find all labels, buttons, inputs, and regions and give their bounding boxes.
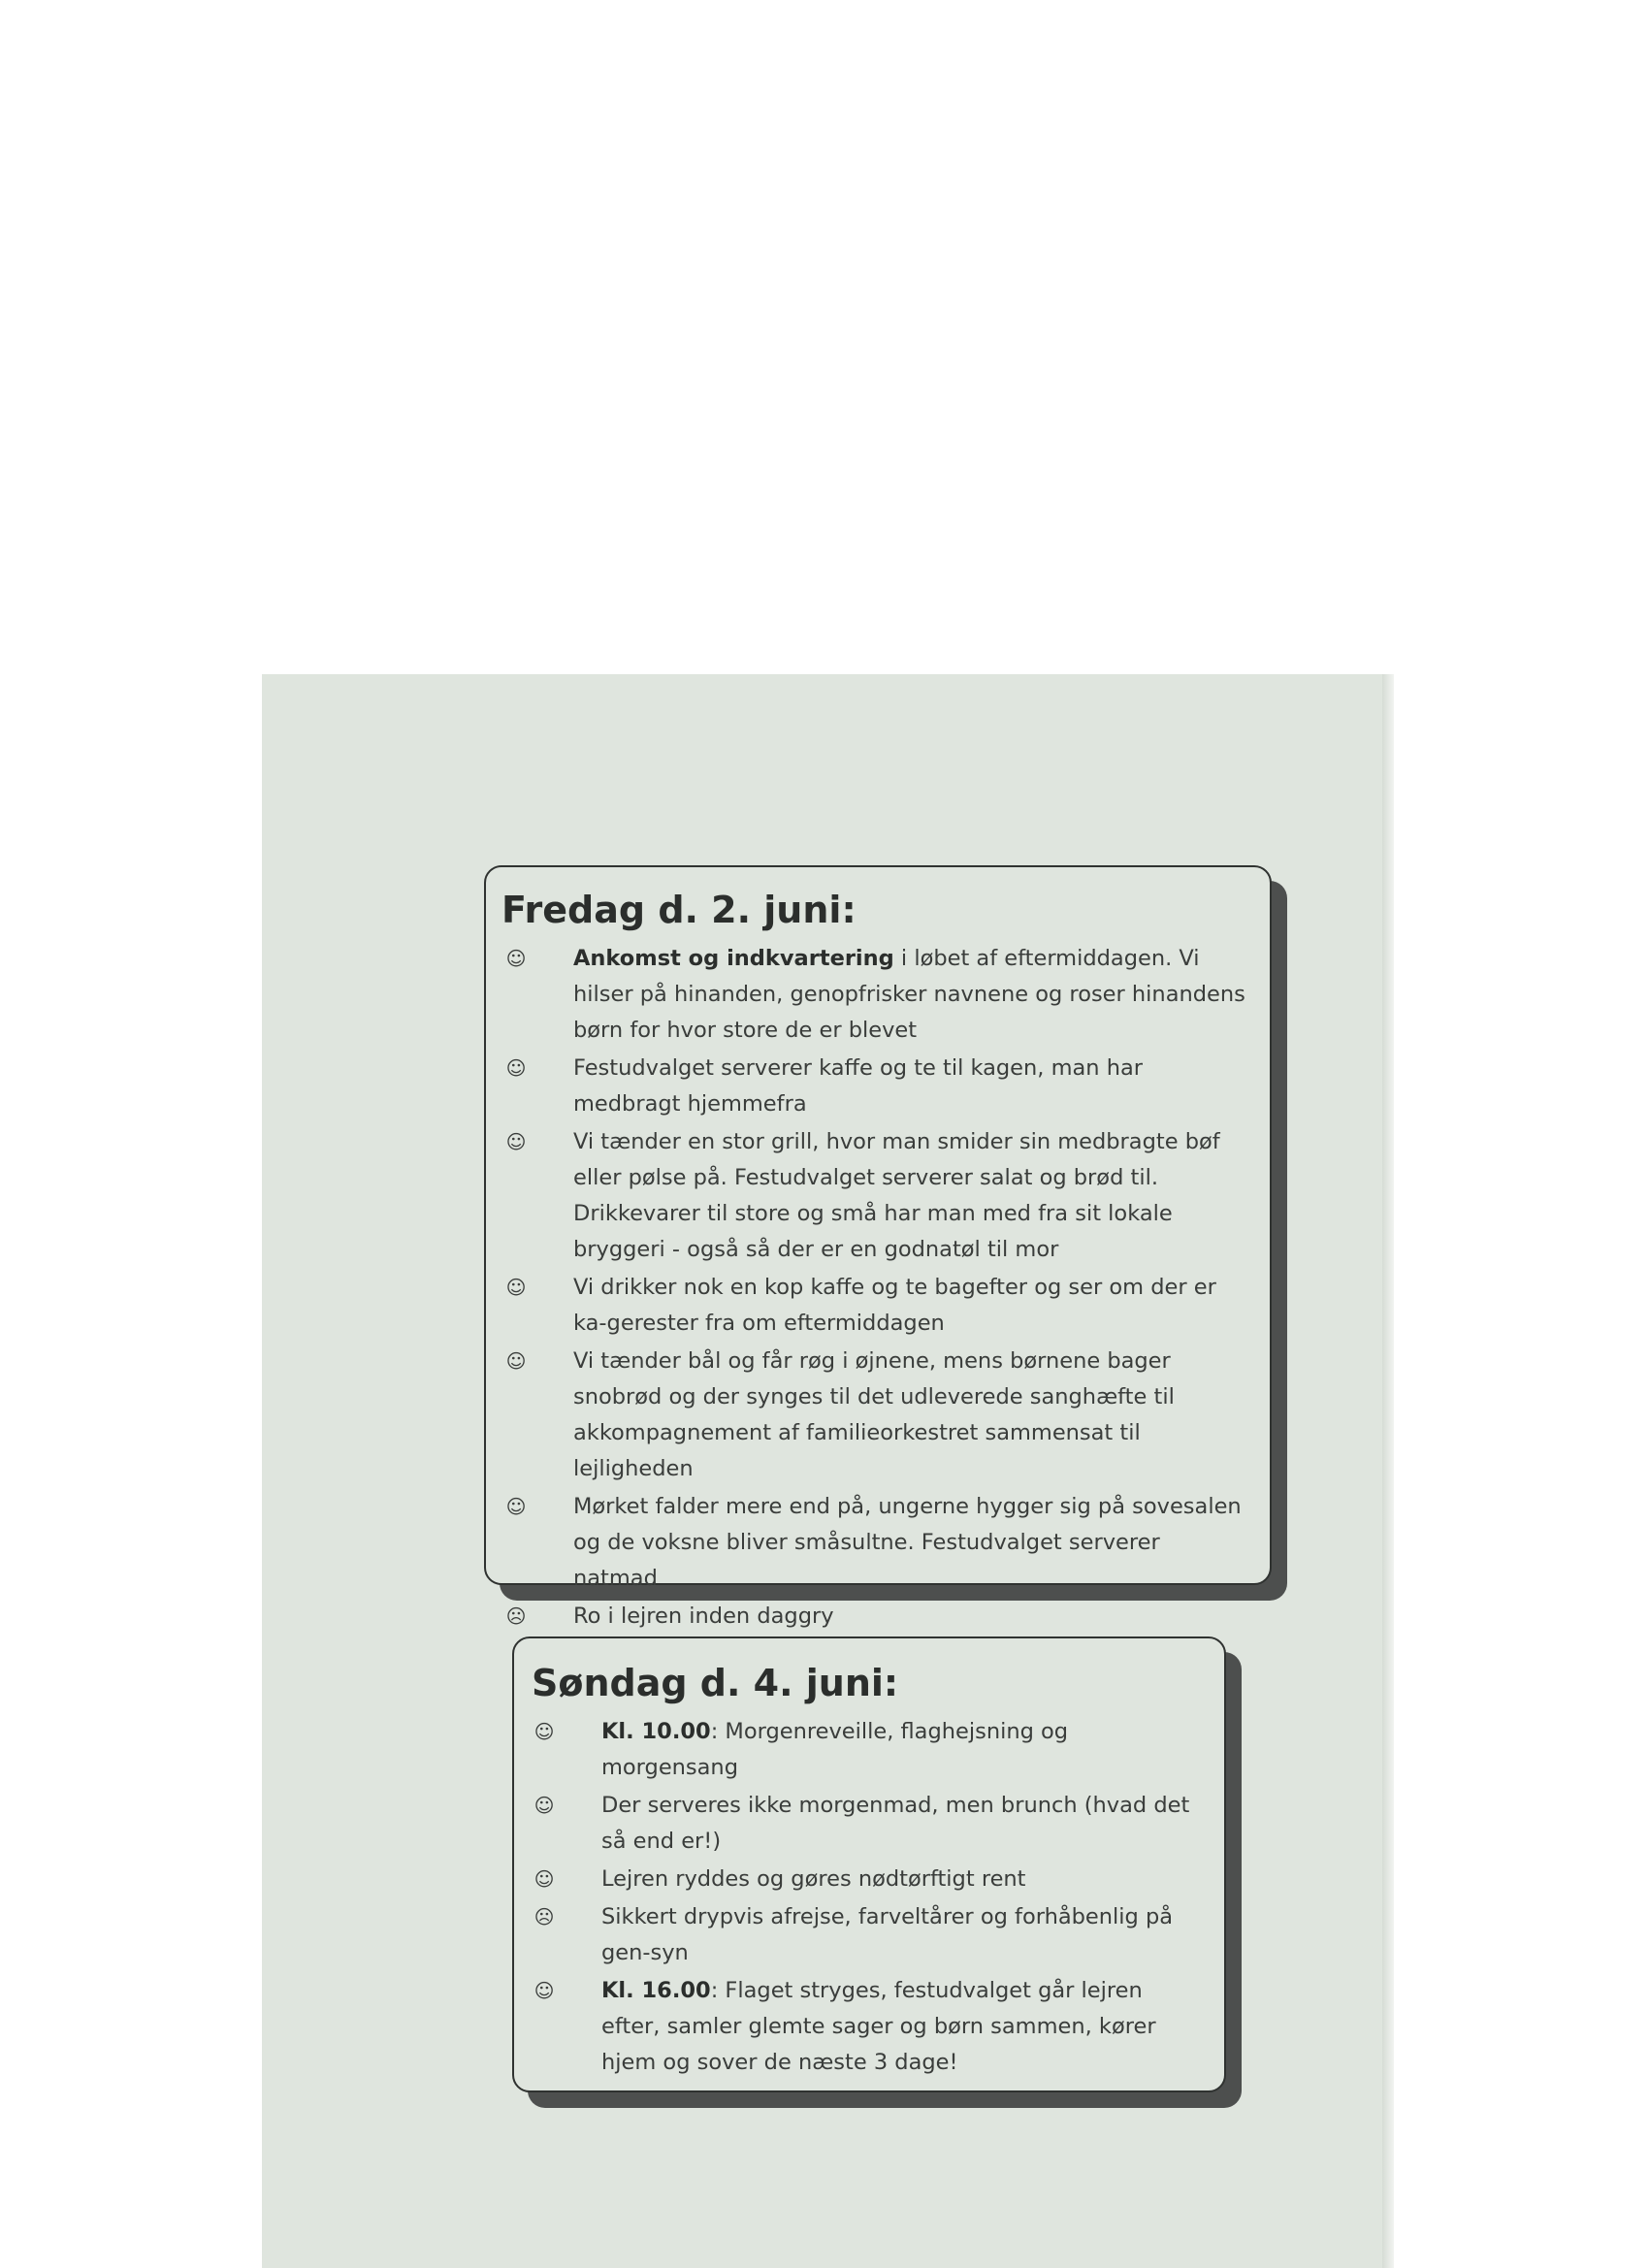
smiley-icon: ☺ bbox=[534, 1720, 555, 1743]
program-item bbox=[503, 1124, 1250, 1268]
smiley-icon: ☺ bbox=[505, 1495, 527, 1518]
smiley-icon: ☺ bbox=[505, 1130, 527, 1153]
smiley-icon: ☺ bbox=[505, 1276, 527, 1299]
item-text: Sikkert drypvis afrejse, farveltårer og forhåbenlig på gen-syn bbox=[601, 1904, 1174, 1965]
item-text: : Flaget stryges, festudvalget går lejren efter, samler glemte sager og børn sammen, kører hjem og sover de næste 3 dage! bbox=[601, 1978, 1156, 2075]
smiley-icon: ☺ bbox=[534, 1794, 555, 1817]
smiley-icon: ☺ bbox=[505, 947, 527, 970]
sunday-box bbox=[512, 1636, 1226, 2092]
item-highlight: Kl. 10.00 bbox=[601, 1719, 711, 1744]
frowny-icon: ☹ bbox=[534, 1905, 555, 1928]
frowny-icon: ☹ bbox=[505, 1604, 527, 1628]
item-text: i løbet af eftermiddagen. Vi hilser på hinanden, genopfrisker navnene og roser hinandens børn for hvor store de er blevet bbox=[573, 946, 1245, 1043]
item-text: Lejren ryddes og gøres nødtørftigt rent bbox=[601, 1866, 1026, 1892]
item-highlight: Kl. 16.00 bbox=[601, 1978, 711, 2003]
smiley-icon: ☺ bbox=[505, 1056, 527, 1080]
item-text: : Morgenreveille, flaghejsning og morgensang bbox=[601, 1719, 1069, 1780]
item-text: Mørket falder mere end på, ungerne hygger sig på sovesalen og de voksne bliver småsultne. Festudvalget serverer natmad bbox=[573, 1494, 1242, 1591]
friday-title: Fredag d. 2. juni: bbox=[501, 889, 857, 931]
program-item bbox=[532, 1788, 1201, 1860]
program-item bbox=[532, 1862, 1201, 1897]
program-item bbox=[532, 1714, 1201, 1786]
program-item bbox=[503, 1489, 1250, 1597]
item-text: Vi tænder en stor grill, hvor man smider sin medbragte bøf eller pølse på. Festudvalget serverer salat og brød til. Drikkevarer til store og små har man med fra sit lokale bryggeri - også så der er en godnatøl til mor bbox=[573, 1129, 1220, 1262]
item-text: Festudvalget serverer kaffe og te til kagen, man har medbragt hjemmefra bbox=[573, 1055, 1144, 1117]
program-item bbox=[532, 1973, 1201, 2081]
sunday-program-list bbox=[532, 1714, 1201, 2081]
program-item bbox=[532, 1899, 1201, 1971]
program-item bbox=[503, 1051, 1250, 1122]
paper-edge bbox=[1382, 674, 1394, 2268]
program-item bbox=[503, 1599, 1250, 1635]
smiley-icon: ☺ bbox=[505, 1349, 527, 1373]
item-highlight: Ankomst og indkvartering bbox=[573, 946, 894, 971]
item-text: Ro i lejren inden daggry bbox=[573, 1604, 834, 1629]
program-item bbox=[503, 1344, 1250, 1487]
smiley-icon: ☺ bbox=[534, 1979, 555, 2002]
friday-box bbox=[484, 865, 1272, 1629]
smiley-icon: ☺ bbox=[534, 1867, 555, 1891]
sunday-title: Søndag d. 4. juni: bbox=[532, 1662, 899, 1704]
program-item bbox=[503, 941, 1250, 1049]
item-text: Der serveres ikke morgenmad, men brunch (hvad det så end er!) bbox=[601, 1793, 1190, 1854]
friday-program-list bbox=[503, 941, 1250, 1635]
item-text: Vi tænder bål og får røg i øjnene, mens børnene bager snobrød og der synges til det udleverede sanghæfte til akkompagnement af familieorkestret sammensat til lejligheden bbox=[573, 1348, 1175, 1481]
item-text: Vi drikker nok en kop kaffe og te bagefter og ser om der er ka-gerester fra om eftermiddagen bbox=[573, 1275, 1216, 1336]
program-item bbox=[503, 1270, 1250, 1342]
